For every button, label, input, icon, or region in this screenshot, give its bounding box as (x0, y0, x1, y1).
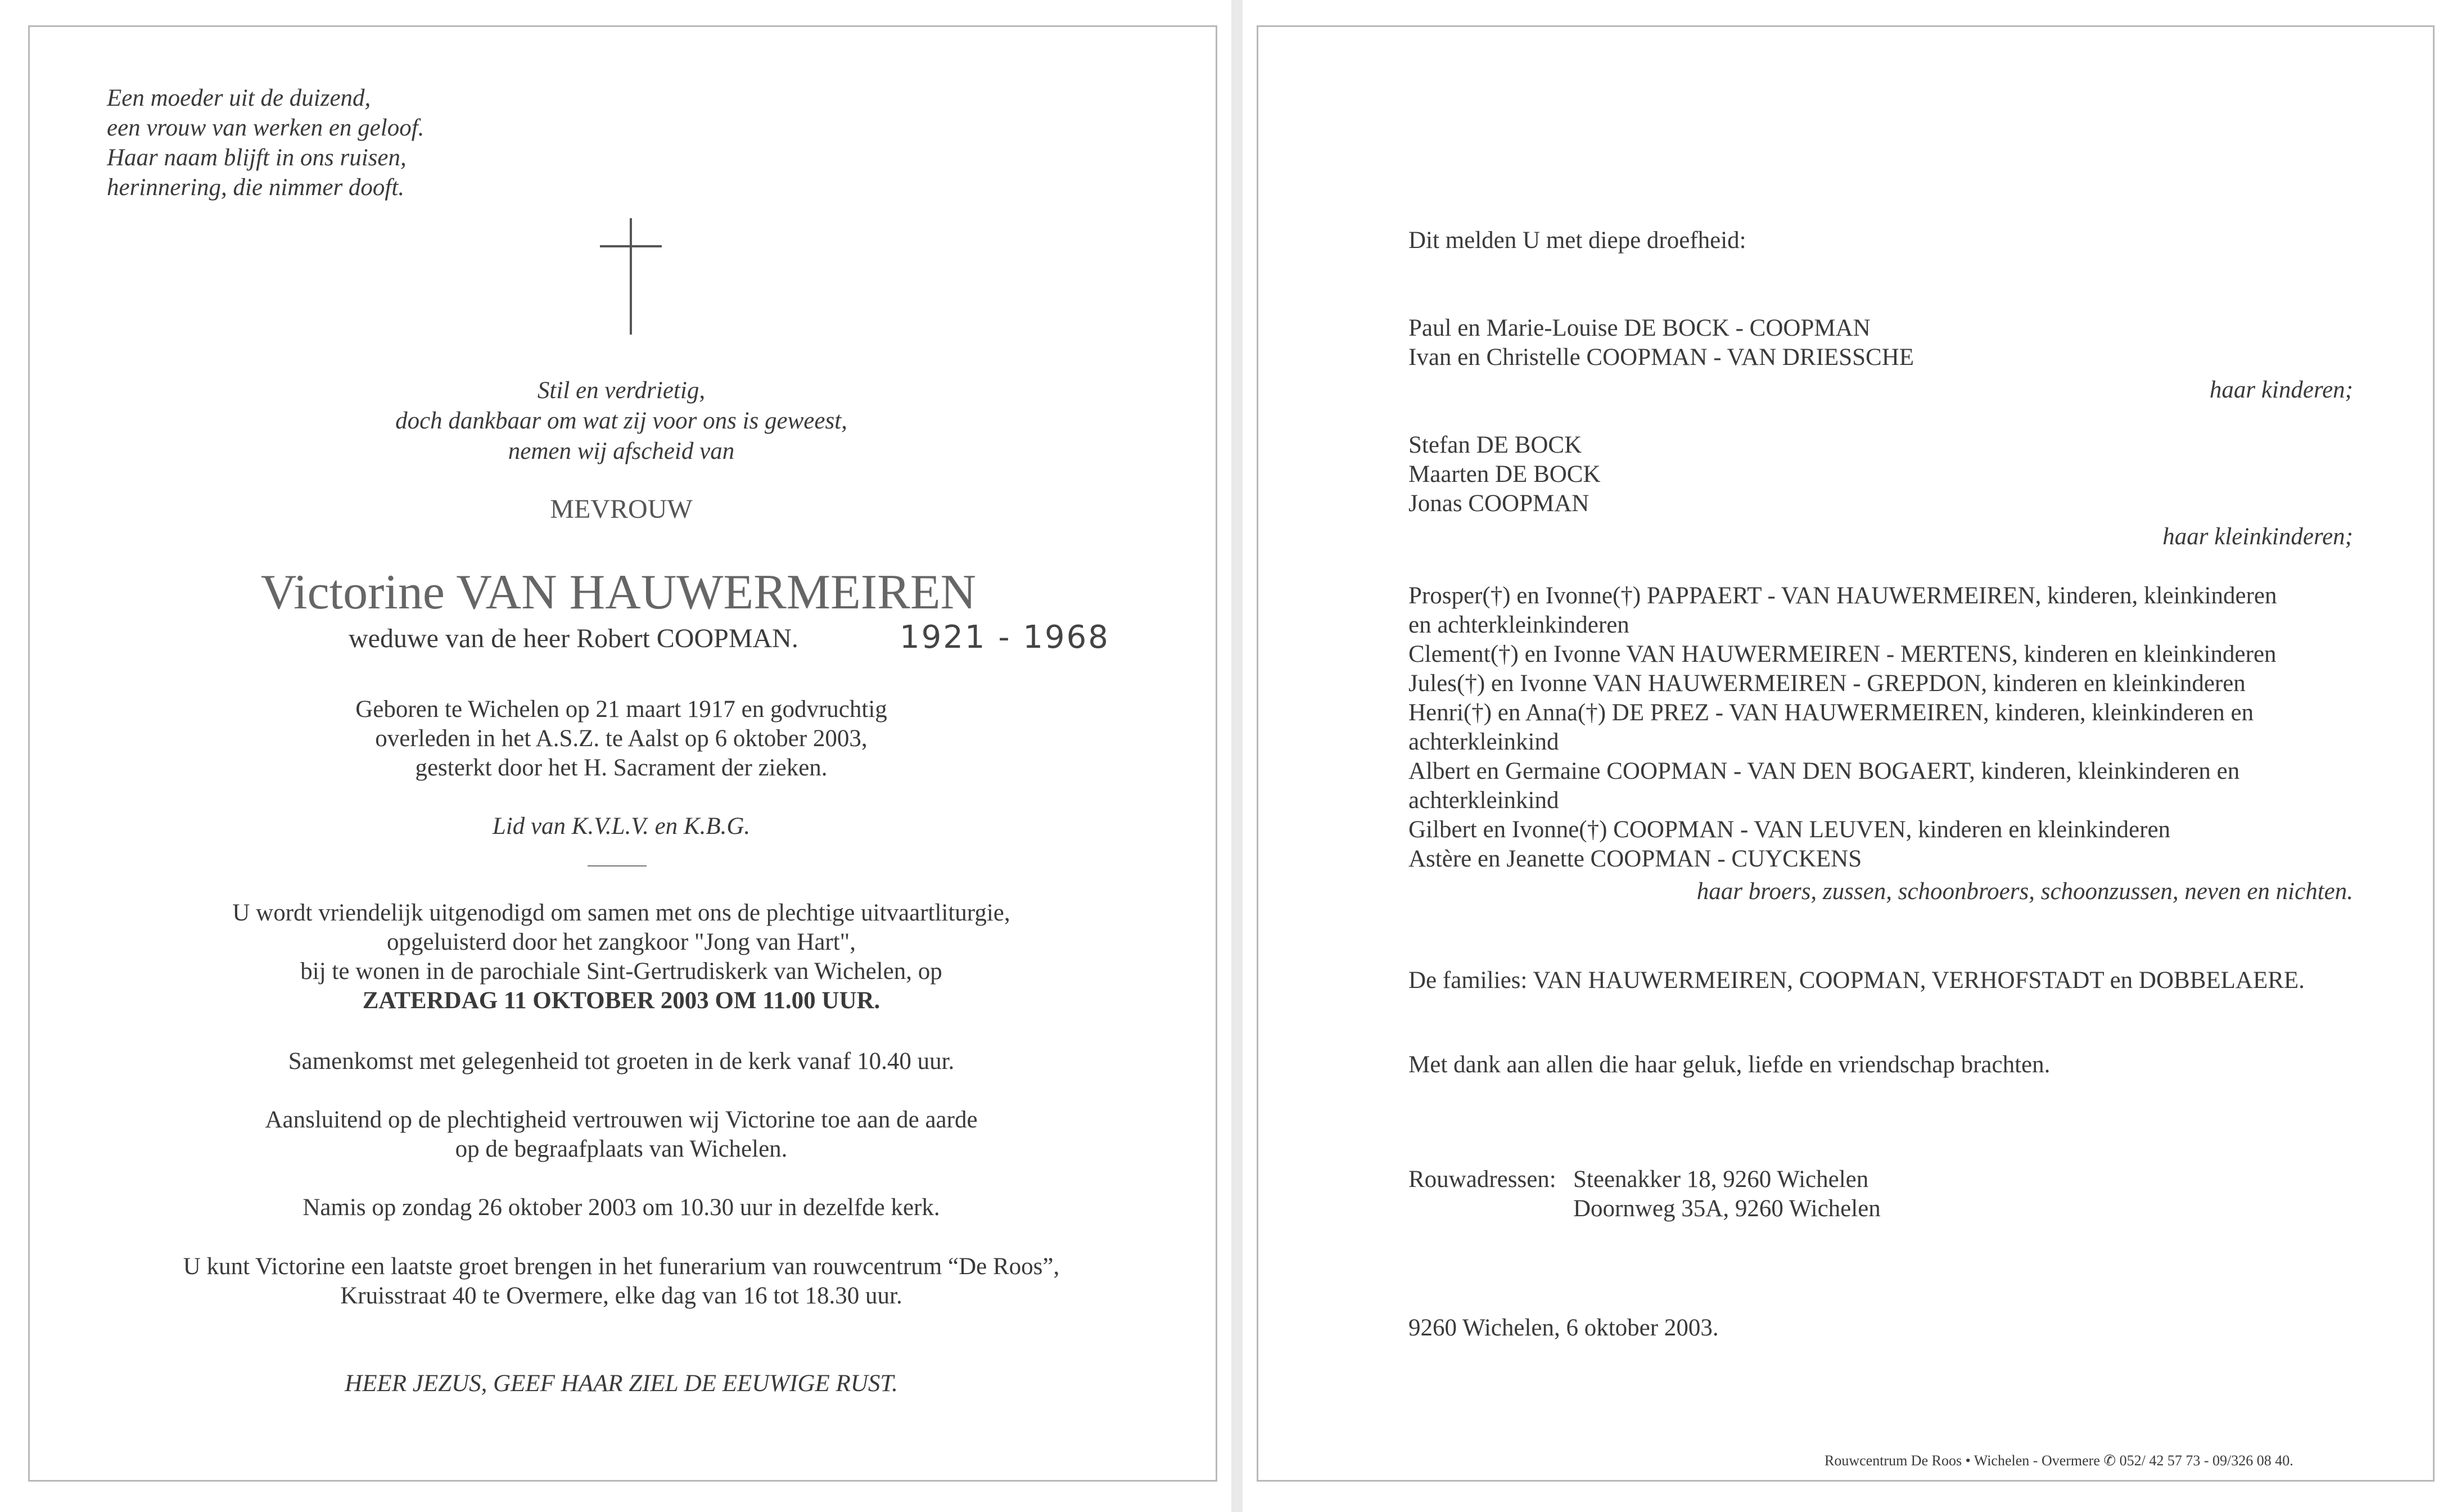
grandchildren-label: haar kleinkinderen; (2162, 523, 2353, 550)
burial-text (0, 1105, 1243, 1164)
visit-line: Kruisstraat 40 te Overmere, elke dag van 16 tot 18.30 uur. (340, 1283, 902, 1309)
birth-line: Geboren te Wichelen op 21 maart 1917 en godvruchtig (355, 696, 887, 723)
list-item: Paul en Marie-Louise DE BOCK - COOPMAN (1408, 315, 1871, 341)
siblings-label: haar broers, zussen, schoonbroers, schoonzussen, neven en nichten. (1696, 878, 2353, 905)
list-item: Henri(†) en Anna(†) DE PREZ - VAN HAUWERMEIREN, kinderen, kleinkinderen en (1408, 699, 2254, 726)
list-item: Steenakker 18, 9260 Wichelen (1573, 1166, 1869, 1193)
grandchildren-list (1408, 431, 1601, 518)
birth-line: gesterkt door het H. Sacrament der zieken. (415, 755, 828, 781)
birth-line: overleden in het A.S.Z. te Aalst op 6 oktober 2003, (375, 725, 868, 752)
families-text: De families: VAN HAUWERMEIREN, COOPMAN, VERHOFSTADT en DOBBELAERE. (1408, 967, 2305, 994)
thanks-text: Met dank aan allen die haar geluk, liefde en vriendschap brachten. (1408, 1051, 2051, 1078)
place-date: 9260 Wichelen, 6 oktober 2003. (1408, 1315, 1719, 1341)
list-item: Prosper(†) en Ivonne(†) PAPPAERT - VAN HAUWERMEIREN, kinderen, kleinkinderen (1408, 583, 2277, 609)
list-item: Ivan en Christelle COOPMAN - VAN DRIESSCHE (1408, 344, 1914, 371)
widow-of: weduwe van de heer Robert COOPMAN. (349, 624, 798, 653)
closing-prayer: HEER JEZUS, GEEF HAAR ZIEL DE EEUWIGE RUST. (345, 1370, 898, 1397)
list-item: Astère en Jeanette COOPMAN - CUYCKENS (1408, 846, 1862, 872)
invite-line: U wordt vriendelijk uitgenodigd om samen met ons de plechtige uitvaartliturgie, (232, 900, 1010, 926)
list-item: Jonas COOPMAN (1408, 490, 1589, 517)
address-label: Rouwadressen: (1408, 1166, 1556, 1193)
list-item: achterkleinkind (1408, 729, 1559, 755)
poem-line: Een moeder uit de duizend, (107, 85, 371, 111)
namis-text: Namis op zondag 26 oktober 2003 om 10.30 uur in dezelfde kerk. (302, 1194, 940, 1221)
address-list (1573, 1165, 1881, 1224)
poem (107, 83, 424, 202)
invitation-text (0, 899, 1243, 1015)
birth-death-text (0, 695, 1243, 783)
list-item: Doornweg 35A, 9260 Wichelen (1573, 1195, 1881, 1222)
announcement: Dit melden U met diepe droefheid: (1408, 227, 1746, 254)
handwritten-years: 1921 - 1968 (900, 619, 1110, 656)
visit-line: U kunt Victorine een laatste groet brengen in het funerarium van rouwcentrum “De Roos”, (183, 1253, 1060, 1280)
intro-line: doch dankbaar om wat zij voor ons is geweest, (395, 408, 847, 434)
burial-line: Aansluitend op de plechtigheid vertrouwen wij Victorine toe aan de aarde (265, 1107, 978, 1133)
invite-line: opgeluisterd door het zangkoor "Jong van Hart", (387, 929, 856, 955)
funeral-date: ZATERDAG 11 OKTOBER 2003 OM 11.00 UUR. (362, 987, 880, 1014)
title-mevrouw: MEVROUW (550, 494, 693, 524)
list-item: Gilbert en Ivonne(†) COOPMAN - VAN LEUVEN, kinderen en kleinkinderen (1408, 816, 2171, 843)
poem-line: herinnering, die nimmer dooft. (107, 174, 405, 201)
membership: Lid van K.V.L.V. en K.B.G. (492, 813, 751, 840)
funeral-home-footer: Rouwcentrum De Roos • Wichelen - Overmere ✆ 052/ 42 57 73 - 09/326 08 40. (1825, 1452, 2293, 1469)
visit-text (0, 1252, 1243, 1311)
invite-line: bij te wonen in de parochiale Sint-Gertrudiskerk van Wichelen, op (300, 958, 942, 985)
list-item: Jules(†) en Ivonne VAN HAUWERMEIREN - GREPDON, kinderen en kleinkinderen (1408, 670, 2246, 697)
cross-icon (630, 218, 632, 335)
list-item: en achterkleinkinderen (1408, 612, 1629, 638)
children-label: haar kinderen; (2209, 377, 2353, 403)
list-item: Stefan DE BOCK (1408, 432, 1582, 458)
intro-text (0, 376, 1243, 467)
poem-line: een vrouw van werken en geloof. (107, 115, 425, 141)
intro-line: nemen wij afscheid van (508, 438, 735, 464)
siblings-list (1408, 581, 2277, 874)
burial-line: op de begraafplaats van Wichelen. (455, 1136, 788, 1162)
list-item: Clement(†) en Ivonne VAN HAUWERMEIREN - MERTENS, kinderen en kleinkinderen (1408, 641, 2277, 667)
intro-line: Stil en verdrietig, (537, 377, 706, 404)
list-item: Maarten DE BOCK (1408, 461, 1601, 488)
children-list (1408, 314, 1914, 372)
divider (588, 865, 647, 866)
gathering-text: Samenkomst met gelegenheid tot groeten in de kerk vanaf 10.40 uur. (288, 1048, 955, 1075)
deceased-name: Victorine VAN HAUWERMEIREN (260, 565, 977, 620)
list-item: Albert en Germaine COOPMAN - VAN DEN BOGAERT, kinderen, kleinkinderen en (1408, 758, 2240, 784)
poem-line: Haar naam blijft in ons ruisen, (107, 145, 407, 171)
list-item: achterkleinkind (1408, 787, 1559, 814)
cross-icon-bar (600, 245, 662, 247)
